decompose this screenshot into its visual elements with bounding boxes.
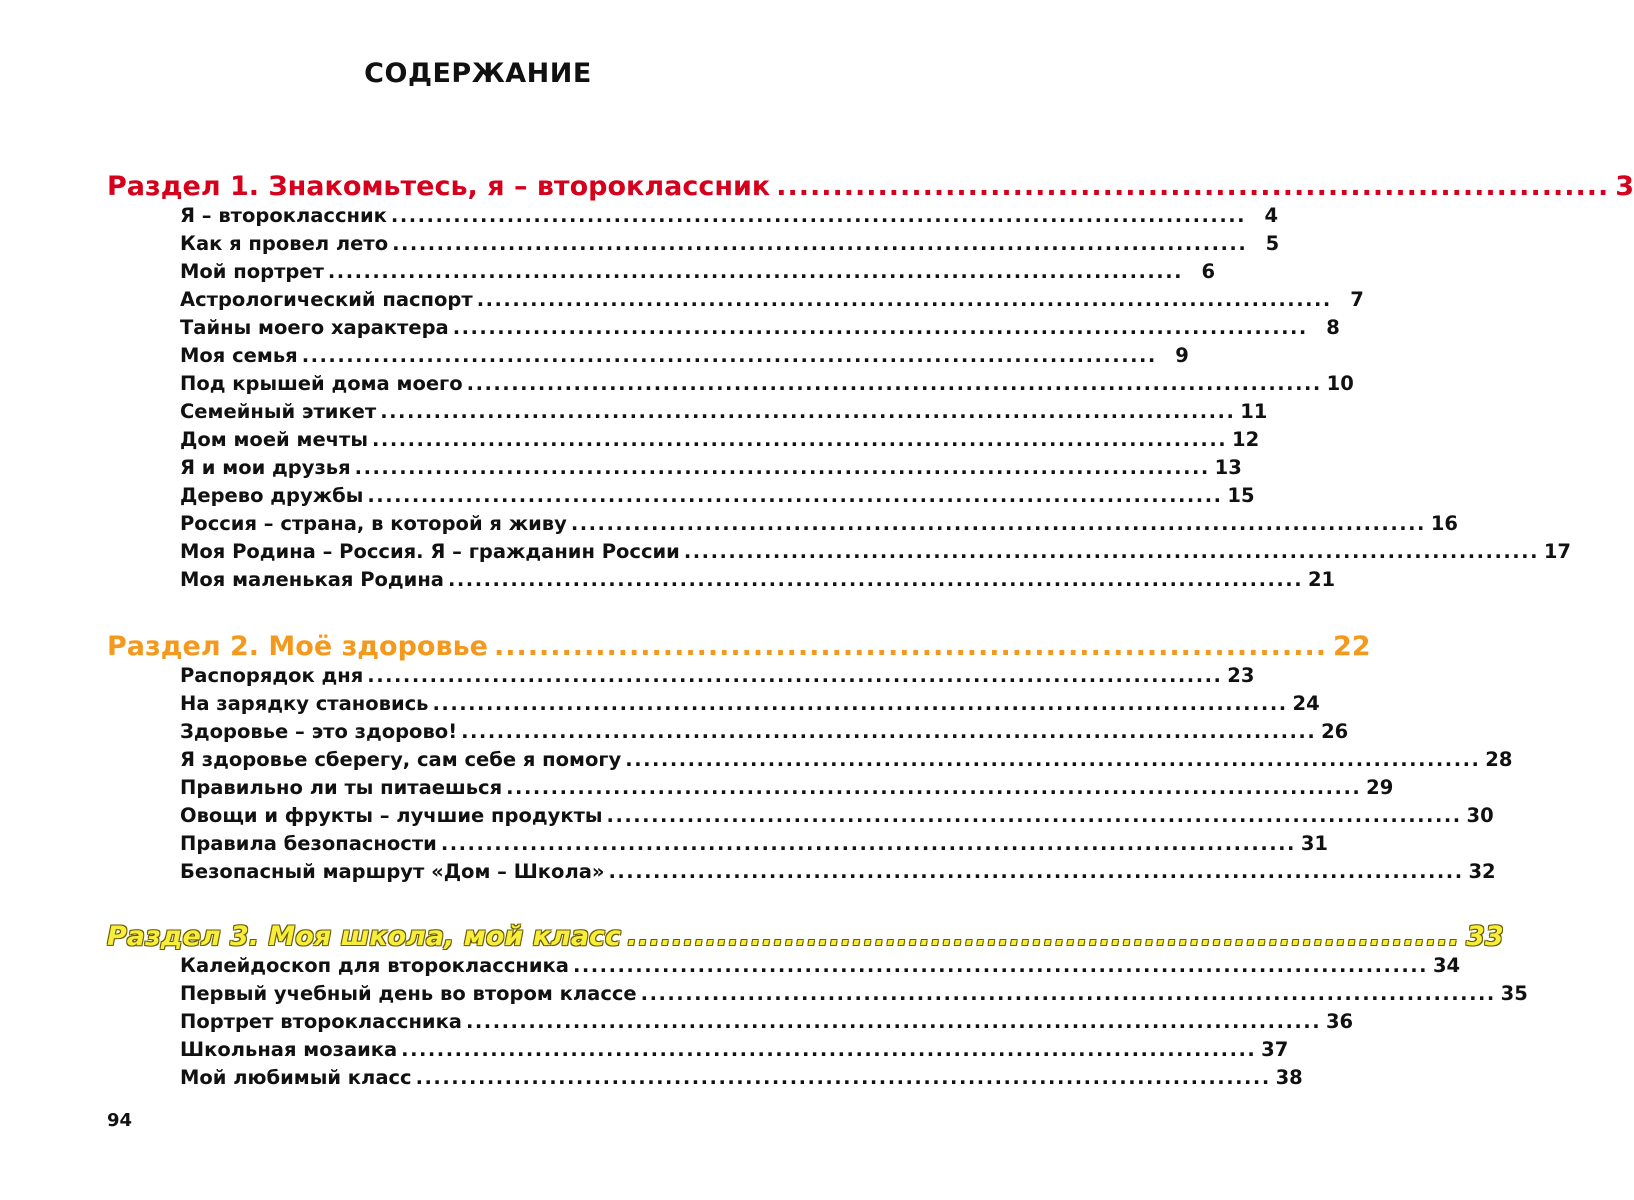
leader-dots: ................................................................................................	[301, 344, 1157, 367]
entry-title: Я – второклассник	[180, 204, 387, 227]
entry-title: Овощи и фрукты – лучшие продукты	[180, 804, 603, 827]
entry-title: Семейный этикет	[180, 400, 377, 423]
leader-dots: ................................................................................................	[683, 540, 1539, 563]
leader-dots: ................................................................................................	[466, 372, 1322, 395]
entry-title: Дом моей мечты	[180, 428, 368, 451]
leader-dots: ................................................................................................	[452, 316, 1308, 339]
entry-page: 26	[1321, 720, 1349, 743]
entry-page: 12	[1232, 428, 1260, 451]
leader-dots: ................................................................................................	[608, 860, 1464, 883]
entry-page: 5	[1265, 232, 1280, 255]
entry-title: Россия – страна, в которой я живу	[180, 512, 567, 535]
entry-page: 8	[1326, 316, 1340, 339]
entry-page: 21	[1307, 568, 1336, 591]
entry-title: Правила безопасности	[180, 832, 437, 855]
entry-title: Астрологический паспорт	[180, 288, 473, 311]
toc-entry[interactable]	[180, 953, 1461, 979]
leader-dots: ................................................................................................	[390, 204, 1247, 227]
toc-entry[interactable]	[180, 747, 1513, 773]
leader-dots: ................................................................................................	[640, 982, 1496, 1005]
leader-dots: ................................................................................................	[572, 954, 1429, 977]
entry-page: 23	[1227, 664, 1255, 687]
entry-page: 10	[1326, 372, 1354, 395]
toc-entry[interactable]	[180, 803, 1494, 829]
leader-dots: ................................................................................................	[354, 456, 1210, 479]
toc-entry[interactable]	[180, 371, 1354, 397]
toc-entry[interactable]	[180, 399, 1268, 425]
toc-entry[interactable]	[180, 203, 1279, 229]
entry-title: Моя семья	[180, 344, 298, 367]
toc-entry[interactable]	[180, 1009, 1354, 1035]
toc-entry[interactable]	[180, 259, 1216, 285]
toc-entry[interactable]	[180, 1065, 1303, 1091]
toc-entry[interactable]	[180, 483, 1255, 509]
entry-title: Правильно ли ты питаешься	[180, 776, 503, 799]
toc-entry[interactable]	[180, 1037, 1289, 1063]
entry-page: 34	[1432, 954, 1461, 977]
leader-dots: ................................................................................................	[367, 484, 1223, 507]
entry-title: Калейдоскоп для второклассника	[180, 954, 569, 977]
entry-title: Портрет второклассника	[180, 1010, 462, 1033]
entry-title: Первый учебный день во втором классе	[180, 982, 637, 1005]
leader-dots: ................................................................................................	[367, 664, 1223, 687]
toc-entry[interactable]	[180, 663, 1255, 689]
toc-entry[interactable]	[180, 831, 1328, 857]
entry-page: 17	[1543, 540, 1571, 563]
leader-dots: ................................................................................................	[372, 428, 1228, 451]
leader-dots: ..........................................................................	[627, 921, 1461, 952]
entry-page: 11	[1240, 400, 1268, 423]
entry-page: 38	[1275, 1066, 1303, 1089]
leader-dots: ................................................................................................	[440, 832, 1296, 855]
entry-page: 36	[1325, 1010, 1354, 1033]
entry-title: Я и мои друзья	[180, 456, 351, 479]
section-1-heading[interactable]	[107, 170, 1634, 204]
entry-page: 32	[1468, 860, 1496, 883]
entry-title: Распорядок дня	[180, 664, 364, 687]
leader-dots: ................................................................................................	[415, 1066, 1271, 1089]
entry-title: Тайны моего характера	[180, 316, 449, 339]
section-title: Раздел 2. Моё здоровье	[107, 631, 488, 662]
leader-dots: ................................................................................................	[506, 776, 1362, 799]
toc-entry[interactable]	[180, 859, 1496, 885]
leader-dots: ................................................................................................	[380, 400, 1236, 423]
leader-dots: ................................................................................................	[465, 1010, 1322, 1033]
entry-page: 7	[1350, 288, 1364, 311]
leader-dots: ..........................................................................	[776, 171, 1610, 202]
leader-dots: ................................................................................................	[401, 1038, 1257, 1061]
page-title: СОДЕРЖАНИЕ	[364, 58, 592, 89]
entry-title: Я здоровье сберегу, сам себе я помогу	[180, 748, 622, 771]
toc-entry[interactable]	[180, 719, 1349, 745]
leader-dots: ................................................................................................	[447, 568, 1304, 591]
leader-dots: ................................................................................................	[570, 512, 1426, 535]
leader-dots: ................................................................................................	[625, 748, 1481, 771]
entry-title: Школьная мозаика	[180, 1038, 398, 1061]
entry-page: 9	[1175, 344, 1189, 367]
entry-page: 15	[1227, 484, 1255, 507]
section-page: 33	[1466, 921, 1504, 952]
entry-title: Безопасный маршрут «Дом – Школа»	[180, 860, 605, 883]
page-number: 94	[107, 1110, 133, 1131]
entry-page: 24	[1292, 692, 1320, 715]
entry-page: 31	[1300, 832, 1328, 855]
section-page: 22	[1332, 631, 1371, 662]
entry-page: 29	[1366, 776, 1394, 799]
section-title: Раздел 3. Моя школа, мой класс	[107, 921, 622, 952]
toc-entry[interactable]	[180, 691, 1320, 717]
leader-dots: ................................................................................................	[461, 720, 1317, 743]
entry-page: 4	[1264, 204, 1279, 227]
leader-dots: ................................................................................................	[392, 232, 1248, 255]
entry-title: Под крышей дома моего	[180, 372, 463, 395]
toc-entry[interactable]	[180, 315, 1340, 341]
toc-entry[interactable]	[180, 511, 1458, 537]
section-3-heading[interactable]	[107, 920, 1504, 954]
entry-title: Моя маленькая Родина	[180, 568, 444, 591]
entry-page: 37	[1261, 1038, 1289, 1061]
leader-dots: ................................................................................................	[606, 804, 1462, 827]
section-page: 3	[1615, 171, 1634, 202]
toc-entry[interactable]	[180, 981, 1528, 1007]
toc-entry[interactable]	[180, 287, 1364, 313]
entry-title: Мой любимый класс	[180, 1066, 412, 1089]
entry-title: Здоровье – это здорово!	[180, 720, 458, 743]
leader-dots: ................................................................................................	[476, 288, 1332, 311]
leader-dots: ..........................................................................	[493, 631, 1327, 662]
leader-dots: ................................................................................................	[432, 692, 1288, 715]
toc-entry[interactable]	[180, 455, 1242, 481]
entry-title: Мой портрет	[180, 260, 324, 283]
entry-title: Как я провел лето	[180, 232, 389, 255]
section-2-heading[interactable]	[107, 630, 1371, 664]
leader-dots: ................................................................................................	[327, 260, 1184, 283]
toc-entry[interactable]	[180, 539, 1571, 565]
entry-title: Моя Родина – Россия. Я – гражданин России	[180, 540, 680, 563]
toc-entry[interactable]	[180, 343, 1189, 369]
entry-title: Дерево дружбы	[180, 484, 364, 507]
entry-page: 16	[1430, 512, 1458, 535]
entry-page: 13	[1214, 456, 1242, 479]
entry-page: 28	[1485, 748, 1513, 771]
entry-page: 6	[1201, 260, 1216, 283]
entry-title: На зарядку становись	[180, 692, 429, 715]
entry-page: 35	[1500, 982, 1528, 1005]
toc-entry[interactable]	[180, 567, 1336, 593]
toc-entry[interactable]	[180, 231, 1280, 257]
section-title: Раздел 1. Знакомьтесь, я – второклассник	[107, 171, 771, 202]
toc-entry[interactable]	[180, 775, 1394, 801]
toc-entry[interactable]	[180, 427, 1260, 453]
entry-page: 30	[1466, 804, 1494, 827]
